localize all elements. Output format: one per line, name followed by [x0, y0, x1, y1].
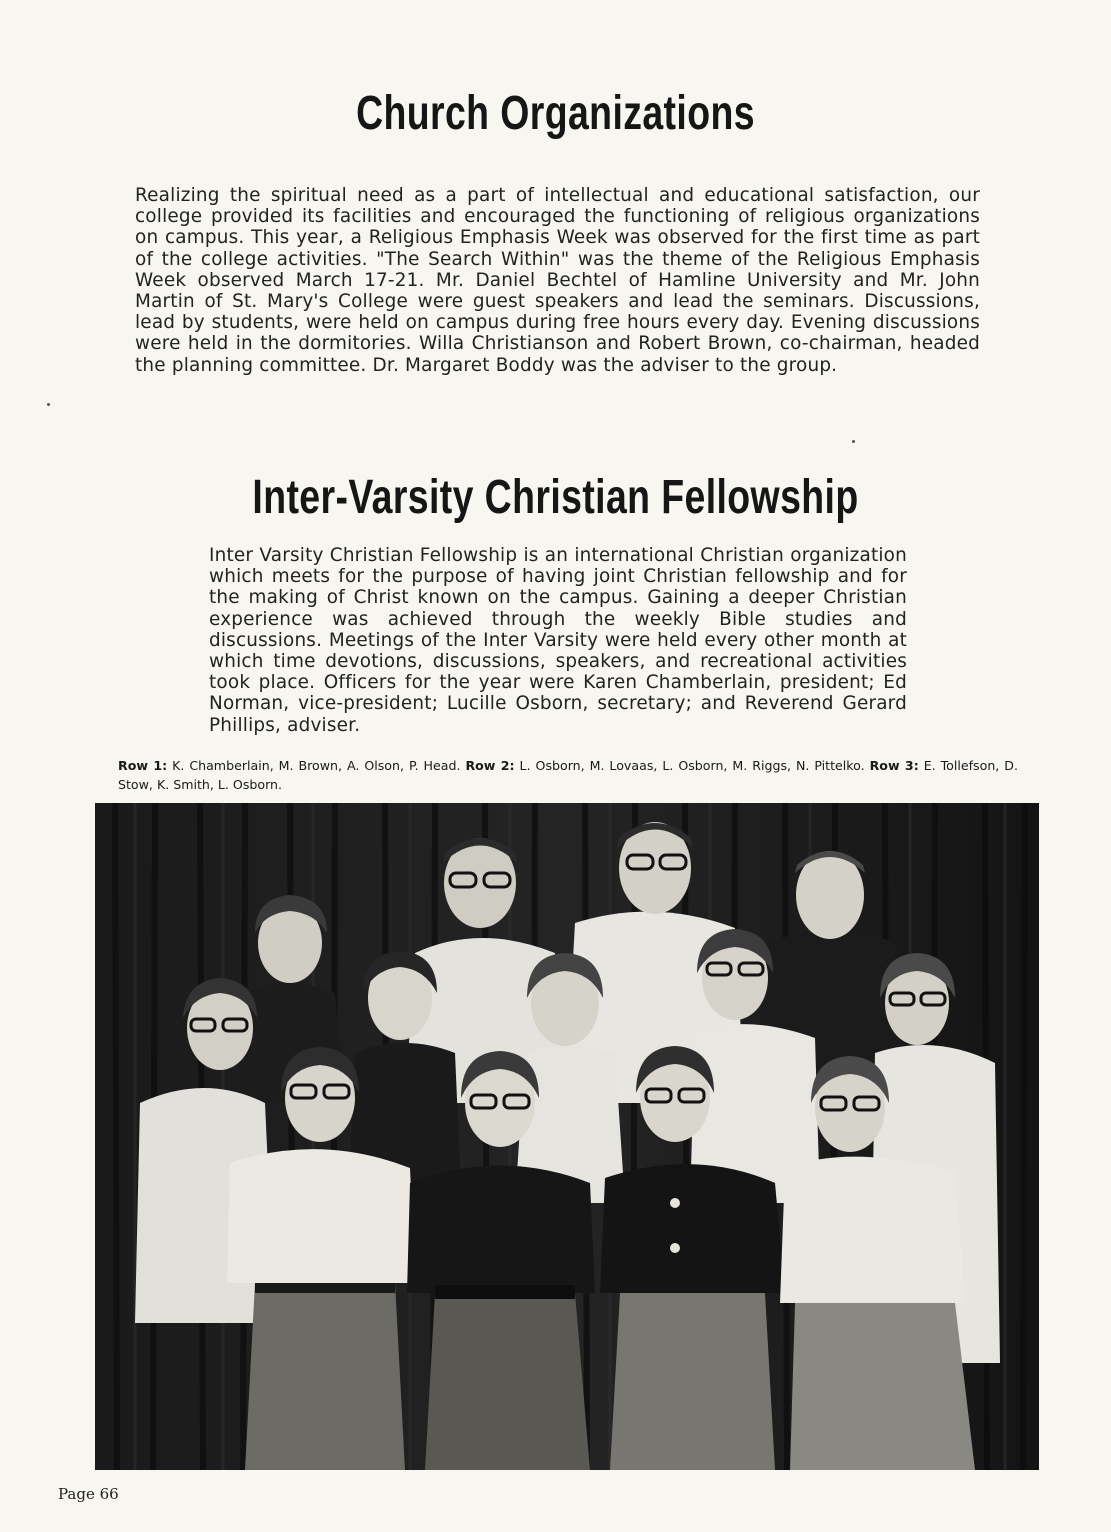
- ivcf-title: Inter-Varsity Christian Fellowship: [252, 471, 859, 524]
- caption-row3-names: E. Tollefson, D. Stow, K. Smith, L. Osborn.: [118, 758, 1018, 792]
- caption-row3-label: Row 3:: [869, 758, 919, 773]
- caption-row2-names: L. Osborn, M. Lovaas, L. Osborn, M. Riggs, N. Pittelko.: [519, 758, 865, 773]
- caption-row1-names: K. Chamberlain, M. Brown, A. Olson, P. Head.: [172, 758, 461, 773]
- group-photo: [95, 803, 1039, 1470]
- print-speck: [47, 403, 50, 406]
- ivcf-body: Inter Varsity Christian Fellowship is an international Christian organization which meets for the purpose of having joint Christian fellowship and for the making of Christ known on the campus. Gaining a deeper Christian experience was achieved through the weekly Bible studies and discussions. Meetings of the Inter Varsity were held every other month at which time devotions, discussions, speakers, and recreational activities took place. Officers for the year were Karen Chamberlain, president; Ed Norman, vice-president; Lucille Osborn, secretary; and Reverend Gerard Phillips, adviser.: [209, 545, 907, 736]
- photo-caption: [118, 756, 1018, 794]
- church-organizations-title: Church Organizations: [356, 87, 755, 140]
- caption-row1-label: Row 1:: [118, 758, 168, 773]
- print-speck: [852, 440, 855, 443]
- caption-row2-label: Row 2:: [465, 758, 515, 773]
- page-number: Page 66: [58, 1485, 119, 1503]
- church-organizations-body: Realizing the spiritual need as a part of intellectual and educational satisfaction, our college provided its facilities and encouraged the functioning of religious organizations on campus. This year, a Religious Emphasis Week was observed for the first time as part of the college activities. "The Search Within" was the theme of the Religious Emphasis Week observed March 17-21. Mr. Daniel Bechtel of Hamline University and Mr. John Martin of St. Mary's College were guest speakers and lead the seminars. Discussions, lead by students, were held on campus during free hours every day. Evening discussions were held in the dormitories. Willa Christianson and Robert Brown, co-chairman, headed the planning committee. Dr. Margaret Boddy was the adviser to the group.: [135, 185, 980, 376]
